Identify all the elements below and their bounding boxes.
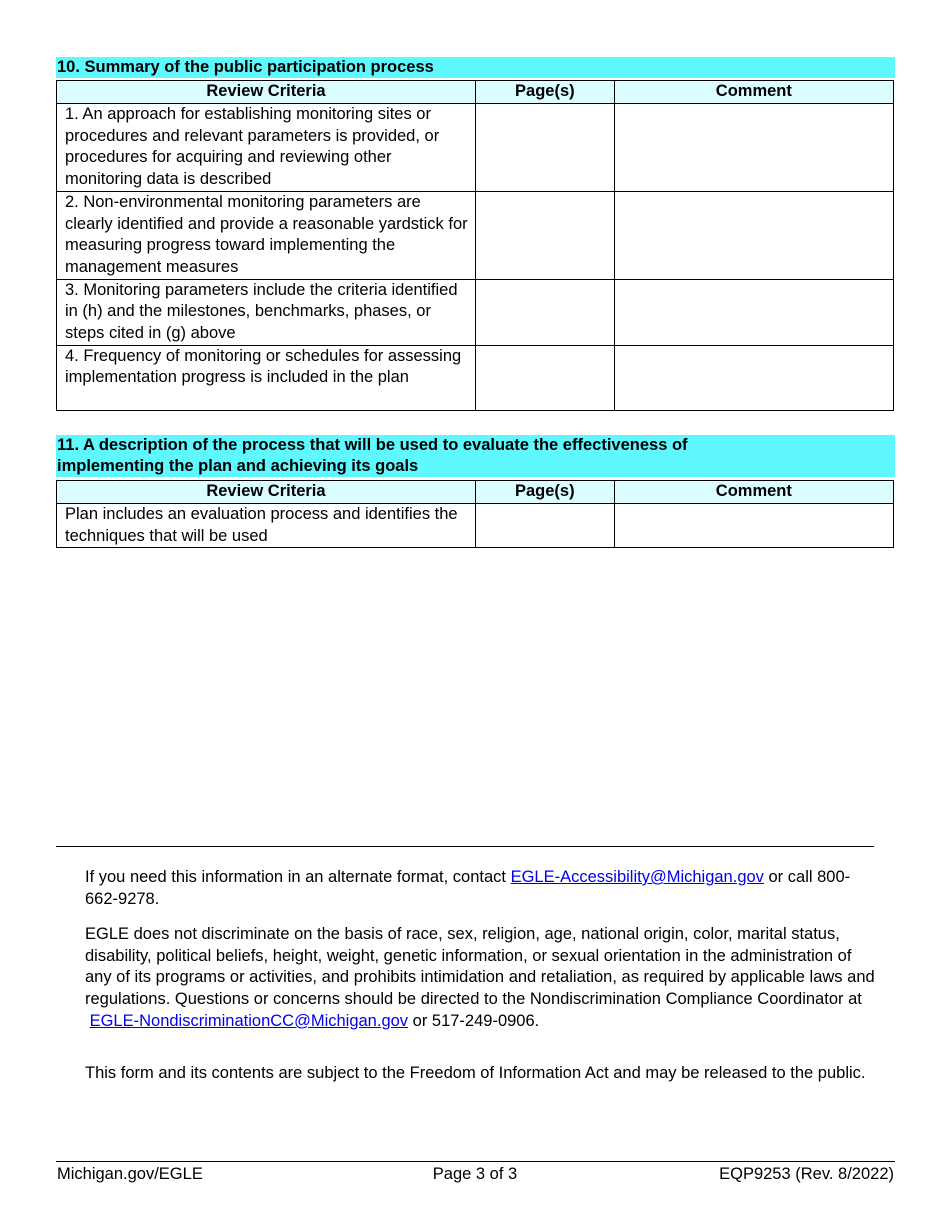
pages-cell[interactable]: [475, 345, 614, 410]
section-11-table: [56, 480, 894, 548]
separator-rule: [56, 846, 874, 847]
footer-website: Michigan.gov/EGLE: [57, 1165, 203, 1183]
footer-rule: [56, 1161, 895, 1162]
accessibility-notice: [85, 867, 875, 910]
pages-cell[interactable]: [475, 504, 614, 548]
nondiscrimination-phone-text: or 517-249-0906.: [408, 1011, 540, 1030]
table-row: [57, 104, 894, 192]
section-10-table: [56, 80, 894, 411]
header-comment: Comment: [614, 81, 893, 104]
header-review-criteria: Review Criteria: [57, 481, 476, 504]
criteria-cell: 2. Non-environmental monitoring parameters are clearly identified and provide a reasonable yardstick for measuring progress toward implementing the management measures: [57, 191, 476, 279]
criteria-cell: 1. An approach for establishing monitoring sites or procedures and relevant parameters is provided, or procedures for acquiring and reviewing other monitoring data is described: [57, 104, 476, 192]
accessibility-email-link[interactable]: EGLE-Accessibility@Michigan.gov: [510, 868, 764, 886]
table-row: [57, 279, 894, 345]
header-pages: Page(s): [475, 481, 614, 504]
comment-cell[interactable]: [614, 104, 893, 192]
pages-cell[interactable]: [475, 191, 614, 279]
header-review-criteria: Review Criteria: [57, 81, 476, 104]
footer-form-id: EQP9253 (Rev. 8/2022): [719, 1165, 894, 1183]
comment-cell[interactable]: [614, 345, 893, 410]
section-11-title-line2: implementing the plan and achieving its goals: [57, 457, 419, 475]
header-comment: Comment: [614, 481, 893, 504]
table-row: [57, 345, 894, 410]
comment-cell[interactable]: [614, 191, 893, 279]
table-row: [57, 191, 894, 279]
footer-page-number: Page 3 of 3: [432, 1165, 518, 1183]
section-11-title-line1: 11. A description of the process that will be used to evaluate the effectiveness of: [57, 436, 688, 454]
comment-cell[interactable]: [614, 504, 893, 548]
nondiscrimination-notice: [85, 924, 875, 1033]
section-10-title: 10. Summary of the public participation process: [56, 57, 895, 78]
pages-cell[interactable]: [475, 279, 614, 345]
criteria-cell: 3. Monitoring parameters include the criteria identified in (h) and the milestones, benchmarks, phases, or steps cited in (g) above: [57, 279, 476, 345]
nondiscrimination-text: EGLE does not discriminate on the basis of race, sex, religion, age, national origin, color, marital status, disability, political beliefs, height, weight, genetic information, or sexual orientation in the administration of any of its programs or activities, and prohibits intimidation and retaliation, as required by applicable laws and regulations. Questions or concerns should be directed to the Nondiscrimination Compliance Coordinator at: [85, 925, 875, 1009]
header-pages: Page(s): [475, 81, 614, 104]
nondiscrimination-email-link[interactable]: EGLE-NondiscriminationCC@Michigan.gov: [89, 1011, 409, 1030]
accessibility-text: If you need this information in an alternate format, contact: [85, 868, 511, 886]
accessibility-phone-text: or call 800-662-9278.: [85, 868, 851, 908]
comment-cell[interactable]: [614, 279, 893, 345]
criteria-cell: Plan includes an evaluation process and identifies the techniques that will be used: [57, 504, 476, 548]
table-row: [57, 504, 894, 548]
foia-notice: This form and its contents are subject to the Freedom of Information Act and may be released to the public.: [85, 1064, 866, 1082]
criteria-cell: 4. Frequency of monitoring or schedules for assessing implementation progress is included in the plan: [57, 345, 476, 410]
pages-cell[interactable]: [475, 104, 614, 192]
section-11-title: [56, 435, 895, 477]
